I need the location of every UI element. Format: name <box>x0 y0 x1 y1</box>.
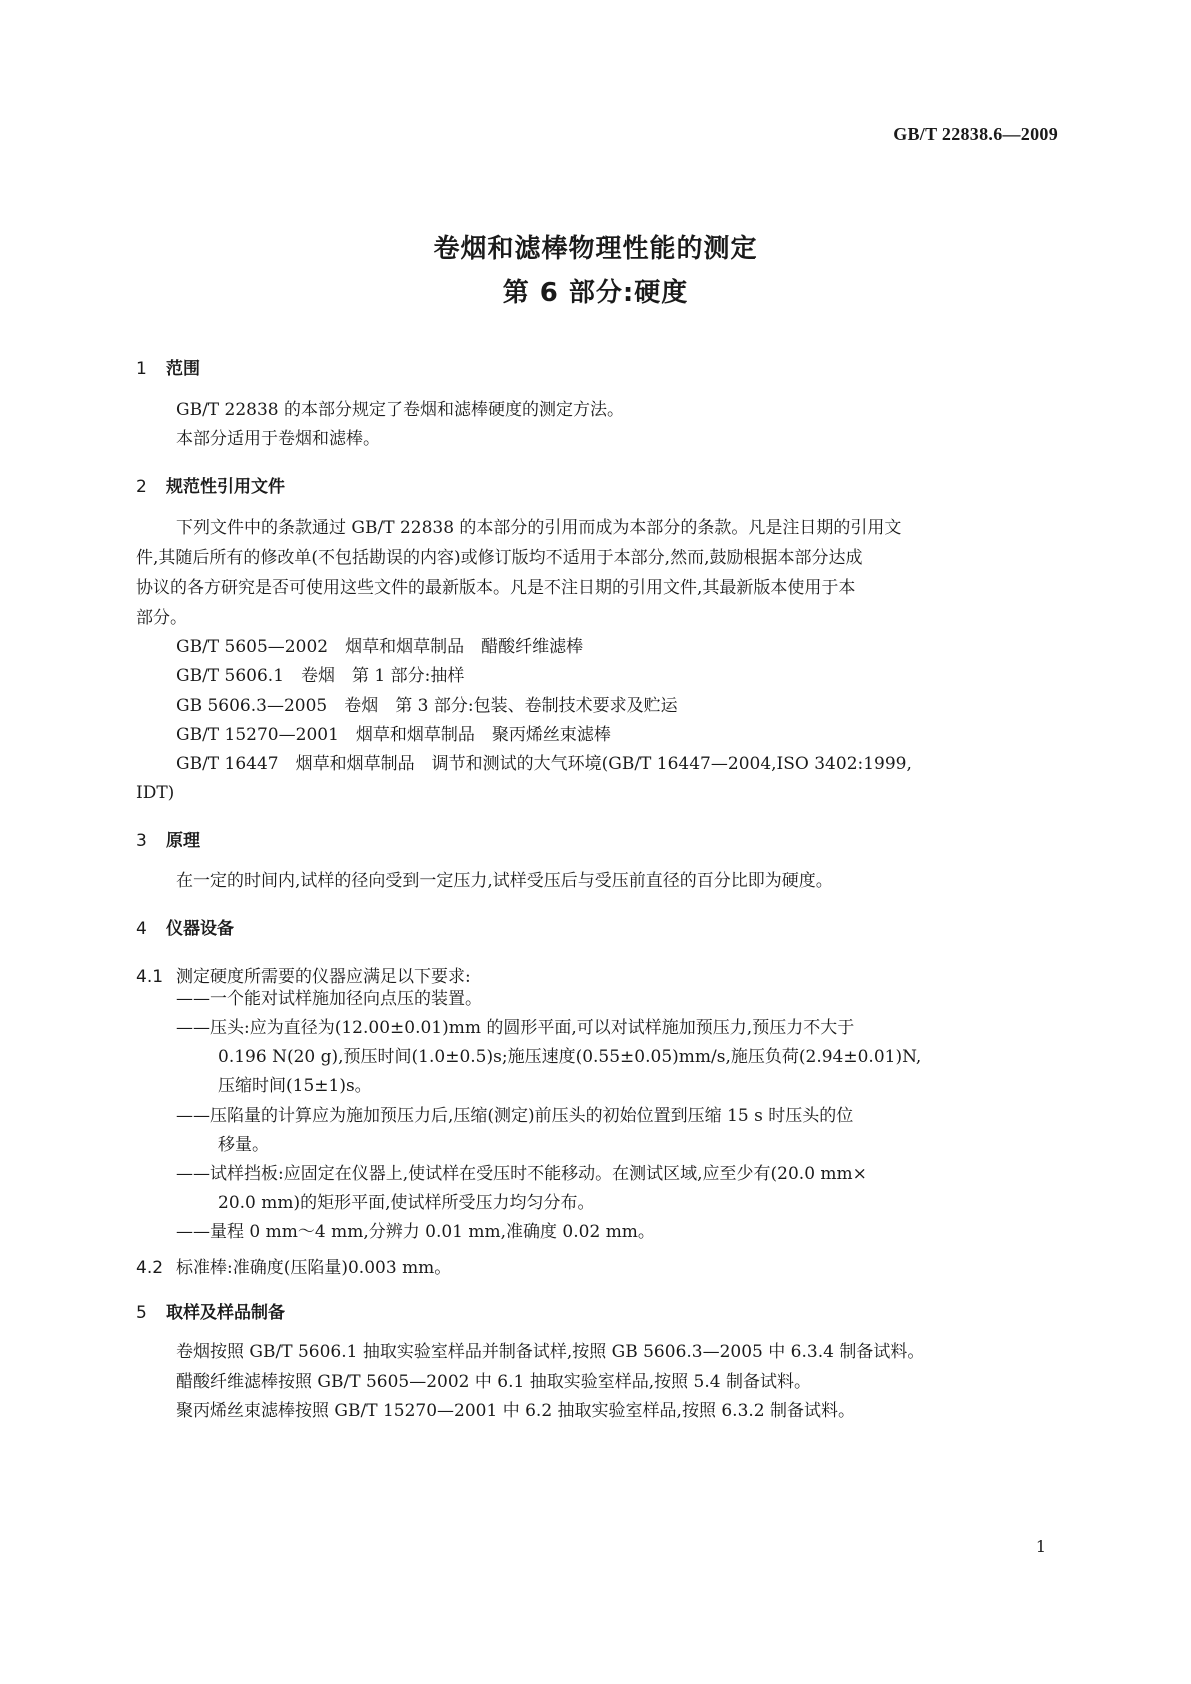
requirement-item: ——压头:应为直径为(12.00±0.01)mm 的圆形平面,可以对试样施加预压力,预压力不大于 <box>176 1018 855 1038</box>
section-3-line: 在一定的时间内,试样的径向受到一定压力,试样受压后与受压前直径的百分比即为硬度。 <box>176 871 833 891</box>
section-2-para-line: 协议的各方研究是否可使用这些文件的最新版本。凡是不注日期的引用文件,其最新版本使用于本 <box>136 578 856 598</box>
section-5-number: 5 <box>136 1303 147 1323</box>
reference-item-continued: IDT) <box>136 783 175 803</box>
section-1-line: 本部分适用于卷烟和滤棒。 <box>176 429 380 449</box>
section-5-heading <box>136 1298 285 1323</box>
requirement-item: ——量程 0 mm～4 mm,分辨力 0.01 mm,准确度 0.02 mm。 <box>176 1222 655 1242</box>
section-1-line: GB/T 22838 的本部分规定了卷烟和滤棒硬度的测定方法。 <box>176 400 625 420</box>
reference-item: GB 5606.3—2005 卷烟 第 3 部分:包装、卷制技术要求及贮运 <box>176 696 678 716</box>
requirement-item: ——一个能对试样施加径向点压的装置。 <box>176 989 482 1009</box>
section-3-number: 3 <box>136 831 147 851</box>
section-4-title: 仪器设备 <box>166 919 234 939</box>
section-2-heading <box>136 472 285 497</box>
section-4-heading <box>136 914 234 939</box>
document-title: 卷烟和滤棒物理性能的测定 <box>433 234 758 264</box>
subsection-4-2-text: 标准棒:准确度(压陷量)0.003 mm。 <box>176 1258 452 1278</box>
section-2-title: 规范性引用文件 <box>166 477 285 497</box>
section-1-number: 1 <box>136 359 147 379</box>
reference-item: GB/T 5606.1 卷烟 第 1 部分:抽样 <box>176 666 465 686</box>
document-subtitle: 第 6 部分:硬度 <box>502 278 689 308</box>
requirement-item-continued: 移量。 <box>218 1135 269 1155</box>
requirement-item: ——试样挡板:应固定在仪器上,使试样在受压时不能移动。在测试区域,应至少有(20.0 mm× <box>176 1164 867 1184</box>
section-1-title: 范围 <box>166 359 200 379</box>
section-3-heading <box>136 826 200 851</box>
reference-item: GB/T 15270—2001 烟草和烟草制品 聚丙烯丝束滤棒 <box>176 725 611 745</box>
section-5-line: 卷烟按照 GB/T 5606.1 抽取实验室样品并制备试样,按照 GB 5606.3—2005 中 6.3.4 制备试料。 <box>176 1342 925 1362</box>
reference-item: GB/T 5605—2002 烟草和烟草制品 醋酸纤维滤棒 <box>176 637 584 657</box>
requirement-item-continued: 压缩时间(15±1)s。 <box>218 1076 372 1096</box>
reference-item: GB/T 16447 烟草和烟草制品 调节和测试的大气环境(GB/T 16447—2004,ISO 3402:1999, <box>176 754 912 774</box>
section-1-heading <box>136 354 200 379</box>
section-5-line: 醋酸纤维滤棒按照 GB/T 5605—2002 中 6.1 抽取实验室样品,按照 5.4 制备试料。 <box>176 1372 811 1392</box>
section-5-title: 取样及样品制备 <box>166 1303 285 1323</box>
subsection-4-2-number: 4.2 <box>136 1258 164 1278</box>
page-number: 1 <box>1035 1537 1046 1556</box>
requirement-item-continued: 20.0 mm)的矩形平面,使试样所受压力均匀分布。 <box>218 1193 595 1213</box>
section-5-line: 聚丙烯丝束滤棒按照 GB/T 15270—2001 中 6.2 抽取实验室样品,按照 6.3.2 制备试料。 <box>176 1401 856 1421</box>
section-2-para-line: 部分。 <box>136 608 187 628</box>
standard-code: GB/T 22838.6—2009 <box>893 124 1058 144</box>
subsection-4-2 <box>136 1253 451 1278</box>
requirement-item-continued: 0.196 N(20 g),预压时间(1.0±0.5)s;施压速度(0.55±0.05)mm/s,施压负荷(2.94±0.01)N, <box>218 1047 922 1067</box>
section-4-number: 4 <box>136 919 147 939</box>
subsection-4-1-text: 测定硬度所需要的仪器应满足以下要求: <box>176 967 471 987</box>
subsection-4-1-number: 4.1 <box>136 967 164 987</box>
requirement-item: ——压陷量的计算应为施加预压力后,压缩(测定)前压头的初始位置到压缩 15 s 时压头的位 <box>176 1106 854 1126</box>
section-2-number: 2 <box>136 477 147 497</box>
section-3-title: 原理 <box>166 831 200 851</box>
section-2-para-line: 下列文件中的条款通过 GB/T 22838 的本部分的引用而成为本部分的条款。凡是注日期的引用文 <box>176 518 902 538</box>
section-2-para-line: 件,其随后所有的修改单(不包括勘误的内容)或修订版均不适用于本部分,然而,鼓励根据本部分达成 <box>136 548 863 568</box>
